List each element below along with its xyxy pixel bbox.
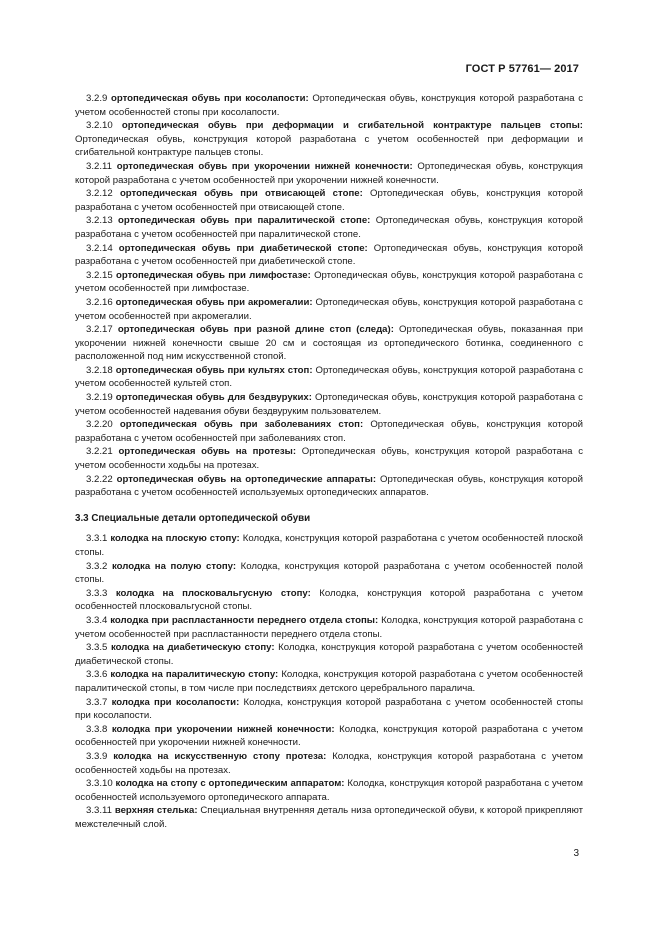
definition-number: 3.2.9 — [86, 93, 108, 104]
definition-term: ортопедическая обувь при косолапости: — [110, 93, 309, 104]
definition-number: 3.2.11 — [86, 160, 112, 172]
definition-text: Ортопедическая обувь, конструкция которой разработана с учетом особенностей при паралитической стопе. — [75, 215, 583, 240]
definition-term: верхняя стелька: — [114, 805, 198, 817]
definitions-list-3-3 — [75, 532, 583, 831]
definition-entry — [75, 473, 583, 500]
definition-term: ортопедическая обувь на протезы: — [118, 446, 297, 458]
definition-term: колодка на искусственную стопу протеза: — [113, 750, 327, 762]
definition-term: ортопедическая обувь при заболеваниях стоп: — [119, 419, 364, 431]
definition-text: Колодка, конструкция которой разработана с учетом особенностей стопы при косолапости. — [75, 696, 583, 722]
definition-entry — [75, 750, 583, 777]
definition-text: Колодка, конструкция которой разработана с учетом особенностей при укорочении нижней конечности. — [75, 723, 583, 749]
definition-entry — [75, 696, 583, 723]
definition-text: Колодка, конструкция которой разработана с учетом особенностей ходьбы на протезах. — [75, 750, 584, 776]
definition-text: Ортопедическая обувь, конструкция которой разработана с учетом особенностей стопы при косолапости. — [75, 93, 583, 118]
definition-text: Ортопедическая обувь, конструкция которой разработана с учетом особенности ходьбы на протезах. — [75, 446, 583, 472]
definition-text: Ортопедическая обувь, конструкция которой разработана с учетом особенностей используемых ортопедических аппаратов. — [75, 473, 584, 499]
definition-term: ортопедическая обувь при лимфостазе: — [115, 269, 311, 281]
definition-text: Колодка, конструкция которой разработана с учетом особенностей диабетической стопы. — [75, 642, 583, 667]
definition-entry — [75, 214, 583, 241]
definition-number: 3.3.6 — [86, 669, 108, 681]
definition-term: колодка при косолапости: — [111, 696, 240, 708]
definition-term: ортопедическая обувь для бездвуруких: — [115, 392, 312, 404]
definition-term: колодка на стопу с ортопедическим аппаратом: — [115, 778, 345, 790]
definition-entry — [75, 723, 583, 750]
definitions-list-3-2 — [75, 92, 583, 500]
definition-entry — [75, 187, 583, 214]
definition-entry — [75, 242, 583, 269]
definition-number: 3.2.12 — [86, 188, 113, 200]
definition-text: Ортопедическая обувь, конструкция которой разработана с учетом особенностей культей стоп. — [75, 364, 583, 390]
definition-number: 3.2.22 — [86, 473, 113, 485]
definition-entry — [75, 269, 583, 296]
definition-entry — [75, 532, 583, 559]
definition-text: Колодка, конструкция которой разработана с учетом особенностей полой стопы. — [75, 560, 583, 586]
definition-text: Ортопедическая обувь, конструкция которой разработана с учетом особенностей при укорочении нижней конечности. — [75, 160, 584, 186]
definition-number: 3.2.10 — [86, 120, 113, 132]
definition-number: 3.3.10 — [86, 778, 113, 790]
definition-entry — [75, 804, 583, 831]
definition-term: ортопедическая обувь при диабетической стопе: — [118, 242, 368, 254]
definition-entry — [75, 641, 583, 668]
definition-number: 3.2.14 — [86, 242, 113, 254]
definition-entry — [75, 668, 583, 695]
definition-number: 3.3.7 — [86, 696, 108, 708]
definition-term: ортопедическая обувь при акромегалии: — [115, 296, 313, 308]
definition-number: 3.2.17 — [86, 324, 113, 336]
definition-number: 3.2.20 — [86, 419, 113, 431]
definition-number: 3.3.3 — [86, 587, 108, 599]
section-title: 3.3 Специальные детали ортопедической обуви — [75, 512, 311, 524]
definition-term: ортопедическая обувь при культях стоп: — [115, 364, 313, 376]
definition-term: колодка на диабетическую стопу: — [110, 642, 275, 654]
definition-entry — [75, 587, 583, 614]
definition-entry — [75, 160, 583, 187]
page-number: 3 — [573, 848, 579, 859]
definition-entry — [75, 418, 583, 445]
definition-entry — [75, 391, 583, 418]
definition-number: 3.3.11 — [86, 805, 112, 817]
definition-number: 3.3.9 — [86, 750, 108, 762]
definition-number: 3.3.4 — [86, 614, 108, 626]
definition-entry — [75, 560, 583, 587]
definition-term: ортопедическая обувь при паралитической стопе: — [118, 215, 371, 227]
definition-term: колодка на плоскую стопу: — [110, 533, 240, 545]
document-header: ГОСТ Р 57761— 2017 — [465, 63, 579, 75]
definition-text: Специальная внутренняя деталь низа ортопедической обуви, к которой прикрепляют межстелечный слой. — [75, 805, 584, 830]
definition-text: Колодка, конструкция которой разработана с учетом особенностей используемого ортопедического аппарата. — [75, 778, 584, 803]
definition-number: 3.2.21 — [86, 446, 113, 458]
definition-term: колодка на полую стопу: — [111, 560, 237, 572]
definition-term: колодка при укорочении нижней конечности: — [111, 723, 335, 735]
definition-text: Ортопедическая обувь, конструкция которой разработана с учетом особенностей при отвисающей стопе. — [75, 188, 583, 213]
definition-text: Ортопедическая обувь, показанная при укорочении нижней конечности свыше 20 см и состоящая из ортопедического ботинка, соединенного с расположенной под ним искусственной стопой. — [75, 324, 584, 363]
definition-text: Ортопедическая обувь, конструкция которой разработана с учетом особенностей при лимфостазе. — [75, 269, 583, 295]
definition-entry — [75, 445, 583, 472]
definition-number: 3.2.19 — [86, 392, 113, 404]
definition-text: Колодка, конструкция которой разработана с учетом особенностей плосковальгусной стопы. — [75, 587, 584, 613]
definition-text: Колодка, конструкция которой разработана с учетом особенностей паралитической стопы, в том числе при последствиях детского церебрального паралича. — [75, 669, 583, 694]
definition-number: 3.3.5 — [86, 642, 108, 654]
definition-text: Ортопедическая обувь, конструкция которой разработана с учетом особенностей надевания обуви бездвуруким пользователем. — [75, 392, 583, 417]
definition-text: Ортопедическая обувь, конструкция которой разработана с учетом особенностей при акромегалии. — [75, 296, 583, 322]
definition-term: колодка на плосковальгусную стопу: — [115, 587, 311, 599]
definition-entry — [75, 614, 583, 641]
definition-text: Ортопедическая обувь, конструкция которой разработана с учетом особенностей при заболеваниях стоп. — [75, 419, 584, 444]
definition-entry — [75, 777, 583, 804]
definition-term: ортопедическая обувь при разной длине стоп (следа): — [117, 324, 394, 336]
definition-entry — [75, 364, 583, 391]
definition-entry — [75, 323, 583, 364]
definition-number: 3.2.16 — [86, 296, 113, 308]
definition-number: 3.3.1 — [86, 533, 108, 545]
definition-number: 3.3.8 — [86, 723, 108, 735]
definition-entry — [75, 119, 583, 160]
definition-term: ортопедическая обувь на ортопедические аппараты: — [116, 473, 377, 485]
definition-term: колодка при распластанности переднего отдела стопы: — [110, 614, 379, 626]
definition-text: Ортопедическая обувь, конструкция которой разработана с учетом особенностей при диабетической стопе. — [75, 242, 583, 268]
definition-term: ортопедическая обувь при отвисающей стопе: — [119, 188, 363, 200]
definition-text: Колодка, конструкция которой разработана с учетом особенностей плоской стопы. — [75, 533, 583, 558]
document-body — [75, 92, 583, 831]
definition-number: 3.2.15 — [86, 269, 113, 281]
definition-number: 3.2.13 — [86, 215, 113, 227]
definition-number: 3.3.2 — [86, 560, 108, 572]
definition-text: Ортопедическая обувь, конструкция которой разработана с учетом особенностей при деформации и сгибательной контрактуре пальцев стопы. — [75, 133, 583, 159]
definition-number: 3.2.18 — [86, 364, 113, 376]
definition-term: ортопедическая обувь при укорочении нижней конечности: — [116, 160, 413, 172]
definition-entry — [75, 296, 583, 323]
definition-term: ортопедическая обувь при деформации и сгибательной контрактуре пальцев стопы: — [121, 120, 583, 132]
definition-term: колодка на паралитическую стопу: — [110, 669, 279, 681]
definition-entry — [75, 92, 583, 119]
definition-text: Колодка, конструкция которой разработана с учетом особенностей при распластанности переднего отдела стопы. — [75, 614, 584, 640]
